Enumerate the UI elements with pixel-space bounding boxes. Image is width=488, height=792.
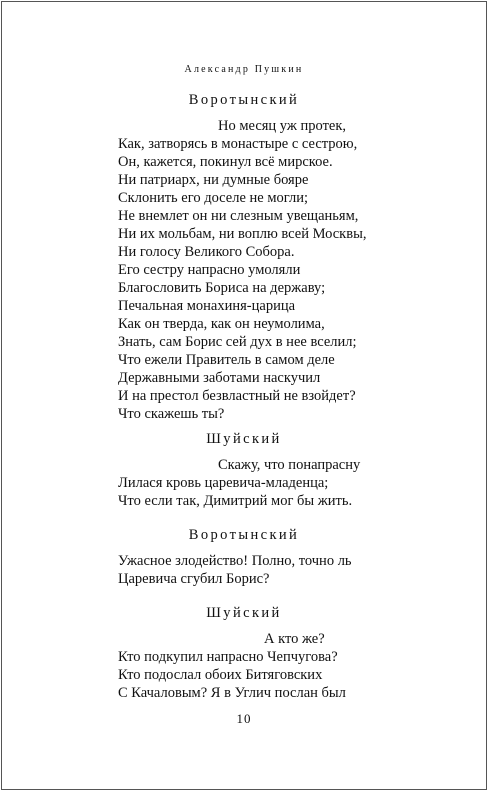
- verse-line: Кто подкупил напрасно Чепчугова?: [118, 649, 338, 665]
- verse-line: Но месяц уж протек,: [218, 118, 347, 134]
- speaker-name: Шуйский: [206, 605, 282, 621]
- verse-line: Что если так, Димитрий мог бы жить.: [118, 493, 353, 509]
- verse-line: Он, кажется, покинул всё мирское.: [118, 154, 333, 170]
- verse-line: Благословить Бориса на державу;: [118, 280, 326, 296]
- verse-line: Не внемлет он ни слезным увещаньям,: [118, 208, 359, 224]
- speaker-name: Воротынский: [188, 92, 300, 108]
- verse-line: Как, затворясь в монастыре с сестрою,: [118, 136, 358, 152]
- verse-line: А кто же?: [264, 631, 325, 647]
- verse-line: Ни их мольбам, ни воплю всей Москвы,: [118, 226, 367, 242]
- speaker-name: Шуйский: [206, 431, 282, 447]
- verse-line: Ни голосу Великого Собора.: [118, 244, 295, 260]
- verse-line: Ужасное злодейство! Полно, точно ль: [118, 553, 352, 569]
- verse-line: Скажу, что понапрасну: [218, 457, 361, 473]
- book-page: [1, 1, 487, 790]
- verse-line: Царевича сгубил Борис?: [118, 571, 270, 587]
- verse-line: Державными заботами наскучил: [118, 370, 321, 386]
- verse-line: Кто подослал обоих Битяговских: [118, 667, 323, 683]
- verse-line: Что ежели Правитель в самом деле: [118, 352, 335, 368]
- verse-line: И на престол безвластный не взойдет?: [118, 388, 356, 404]
- verse-line: Что скажешь ты?: [118, 406, 225, 422]
- verse-line: Склонить его доселе не могли;: [118, 190, 309, 206]
- speaker-name: Воротынский: [188, 527, 300, 543]
- verse-line: Его сестру напрасно умоляли: [118, 262, 301, 278]
- page-number: 10: [236, 711, 252, 726]
- verse-line: Знать, сам Борис сей дух в нее вселил;: [118, 334, 357, 350]
- verse-line: С Качаловым? Я в Углич послан был: [118, 685, 346, 701]
- running-header: Александр Пушкин: [184, 64, 304, 75]
- verse-line: Как он тверда, как он неумолима,: [118, 316, 325, 332]
- verse-line: Ни патриарх, ни думные бояре: [118, 172, 309, 188]
- verse-line: Лилася кровь царевича-младенца;: [118, 475, 329, 491]
- verse-line: Печальная монахиня-царица: [118, 298, 296, 314]
